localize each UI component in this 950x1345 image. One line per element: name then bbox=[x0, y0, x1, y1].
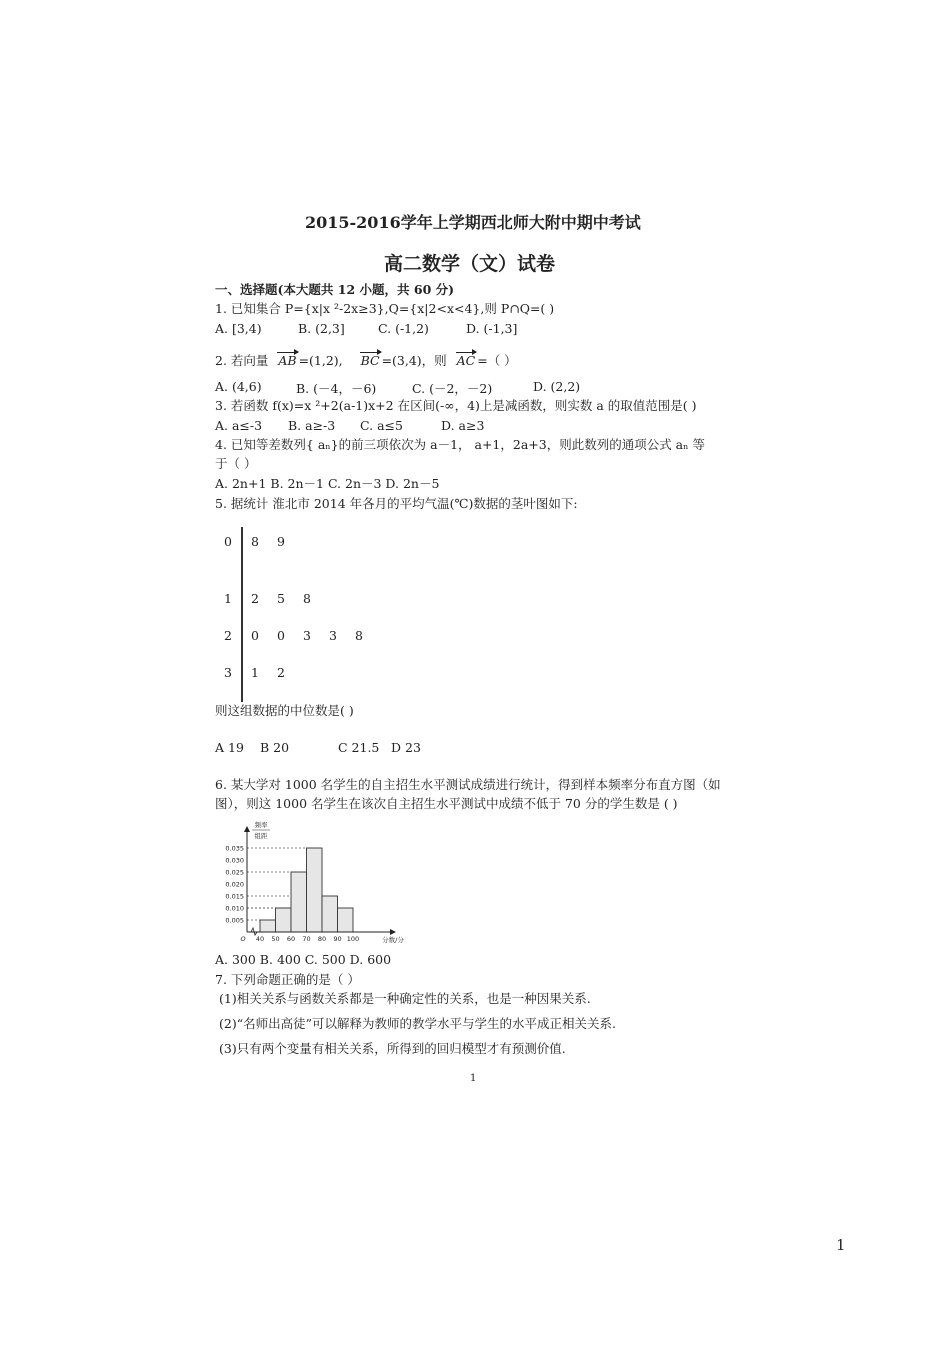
question-2-option-d: D. (2,2) bbox=[533, 379, 581, 394]
leaf: 2 bbox=[277, 665, 285, 680]
stem-2: 2 bbox=[224, 628, 232, 643]
y-tick-label: 0.015 bbox=[225, 892, 244, 901]
leaf: 8 bbox=[303, 591, 311, 606]
question-2-eq2: =(3,4)，则 bbox=[381, 353, 447, 368]
histogram-bar bbox=[276, 908, 292, 932]
question-6-line-2: 图），则这 1000 名学生在该次自主招生水平测试中成绩不低于 70 分的学生数是 ( ) bbox=[215, 796, 678, 811]
leaf: 8 bbox=[355, 628, 363, 643]
histogram-bar bbox=[307, 848, 323, 932]
vector-bc: BC bbox=[360, 353, 380, 368]
vector-ac: AC bbox=[456, 353, 476, 368]
question-5-option-c: C 21.5 bbox=[338, 740, 380, 755]
y-axis-label-bottom: 组距 bbox=[254, 832, 268, 840]
stem-1: 1 bbox=[224, 591, 232, 606]
leaf: 5 bbox=[277, 591, 285, 606]
question-3-option-b: B. a≥-3 bbox=[288, 418, 336, 433]
x-tick-label: 80 bbox=[317, 935, 327, 943]
leaf: 3 bbox=[303, 628, 311, 643]
question-3-option-a: A. a≤-3 bbox=[215, 418, 263, 433]
question-6-line-1: 6. 某大学对 1000 名学生的自主招生水平测试成绩进行统计，得到样本频率分布直方图（如 bbox=[215, 777, 721, 792]
stem-3: 3 bbox=[224, 665, 232, 680]
y-tick-label: 0.035 bbox=[225, 844, 244, 853]
question-2-stem bbox=[215, 353, 517, 369]
question-2-eq3: =（ ） bbox=[477, 353, 517, 368]
question-2-number: 2. 若向量 bbox=[215, 353, 269, 368]
x-tick-label: 50 bbox=[271, 935, 280, 943]
leaf: 0 bbox=[251, 628, 259, 643]
question-1-option-a: A. [3,4) bbox=[215, 321, 262, 336]
x-tick-label: 100 bbox=[346, 935, 360, 943]
x-tick-label: 90 bbox=[333, 935, 342, 943]
exam-title: 2015-2016学年上学期西北师大附中期中考试 bbox=[305, 213, 641, 232]
question-1-option-c: C. (-1,2) bbox=[378, 321, 429, 336]
question-6-options: A. 300 B. 400 C. 500 D. 600 bbox=[215, 952, 392, 967]
section-heading: 一、选择题(本大题共 12 小题，共 60 分) bbox=[215, 282, 455, 297]
question-4-line-1: 4. 已知等差数列{ aₙ}的前三项依次为 a－1， a+1，2a+3，则此数列的通项公式 aₙ 等 bbox=[215, 437, 706, 452]
question-5-option-b: B 20 bbox=[260, 740, 290, 755]
histogram-bar bbox=[322, 896, 338, 932]
y-axis-label-top: 频率 bbox=[254, 821, 268, 829]
question-7-item-3: (3)只有两个变量有相关关系，所得到的回归模型才有预测价值. bbox=[219, 1041, 566, 1056]
question-1-option-d: D. (-1,3] bbox=[466, 321, 518, 336]
question-5-option-a: A 19 bbox=[215, 740, 244, 755]
y-tick-label: 0.010 bbox=[225, 904, 244, 913]
question-2-eq1: =(1,2), bbox=[298, 353, 343, 368]
question-2-option-a: A. (4,6) bbox=[215, 379, 262, 394]
y-tick-label: 0.025 bbox=[225, 868, 244, 877]
x-axis-arrow bbox=[390, 929, 396, 935]
x-tick-label: 40 bbox=[255, 935, 265, 943]
histogram-bar bbox=[291, 872, 307, 932]
question-3-stem: 3. 若函数 f(x)=x ²+2(a-1)x+2 在区间(-∞，4)上是减函数，则实数 a 的取值范围是( ) bbox=[215, 398, 697, 413]
question-5-question: 则这组数据的中位数是( ) bbox=[215, 703, 354, 718]
question-5-stem: 5. 据统计 淮北市 2014 年各月的平均气温(℃)数据的茎叶图如下: bbox=[215, 496, 578, 511]
inner-page-number: 1 bbox=[470, 1073, 477, 1084]
exam-subtitle: 高二数学（文）试卷 bbox=[384, 253, 556, 275]
x-tick-label: 60 bbox=[286, 935, 296, 943]
stem-0: 0 bbox=[224, 534, 232, 549]
leaf: 8 bbox=[251, 534, 259, 549]
question-4-line-2: 于（ ） bbox=[215, 456, 257, 471]
question-1-stem: 1. 已知集合 P={x|x ²-2x≥3},Q={x|2<x<4},则 P∩Q=( ) bbox=[215, 301, 555, 316]
histogram-bar bbox=[260, 920, 276, 932]
x-tick-label: 70 bbox=[302, 935, 311, 943]
y-tick-label: 0.020 bbox=[225, 880, 244, 889]
outer-page-number: 1 bbox=[836, 1236, 846, 1254]
leaf: 0 bbox=[277, 628, 285, 643]
leaf: 2 bbox=[251, 591, 259, 606]
question-4-options: A. 2n+1 B. 2n－1 C. 2n－3 D. 2n－5 bbox=[215, 476, 440, 491]
histogram-bar bbox=[338, 908, 354, 932]
question-3-option-c: C. a≤5 bbox=[360, 418, 403, 433]
question-2-option-c: C. (－2，－2) bbox=[412, 381, 493, 396]
stem-leaf-divider bbox=[241, 527, 243, 702]
leaf: 9 bbox=[277, 534, 285, 549]
question-3-option-d: D. a≥3 bbox=[441, 418, 485, 433]
leaf: 1 bbox=[251, 665, 259, 680]
leaf: 3 bbox=[329, 628, 337, 643]
question-1-option-b: B. (2,3] bbox=[298, 321, 345, 336]
vector-ab: AB bbox=[278, 353, 297, 368]
question-7-stem: 7. 下列命题正确的是（ ） bbox=[215, 972, 360, 987]
question-7-item-2: (2)“名师出高徒”可以解释为教师的教学水平与学生的水平成正相关关系. bbox=[219, 1016, 616, 1031]
y-tick-label: 0.030 bbox=[225, 856, 244, 865]
question-5-option-d: D 23 bbox=[391, 740, 421, 755]
question-2-option-b: B. (－4，－6) bbox=[296, 381, 377, 396]
question-7-item-1: (1)相关关系与函数关系都是一种确定性的关系，也是一种因果关系. bbox=[219, 991, 591, 1006]
x-axis-label: 分数/分 bbox=[382, 936, 404, 944]
y-axis-arrow bbox=[244, 826, 250, 832]
y-tick-label: 0.005 bbox=[225, 916, 244, 925]
origin-label: O bbox=[240, 935, 246, 943]
frequency-histogram bbox=[215, 820, 405, 945]
